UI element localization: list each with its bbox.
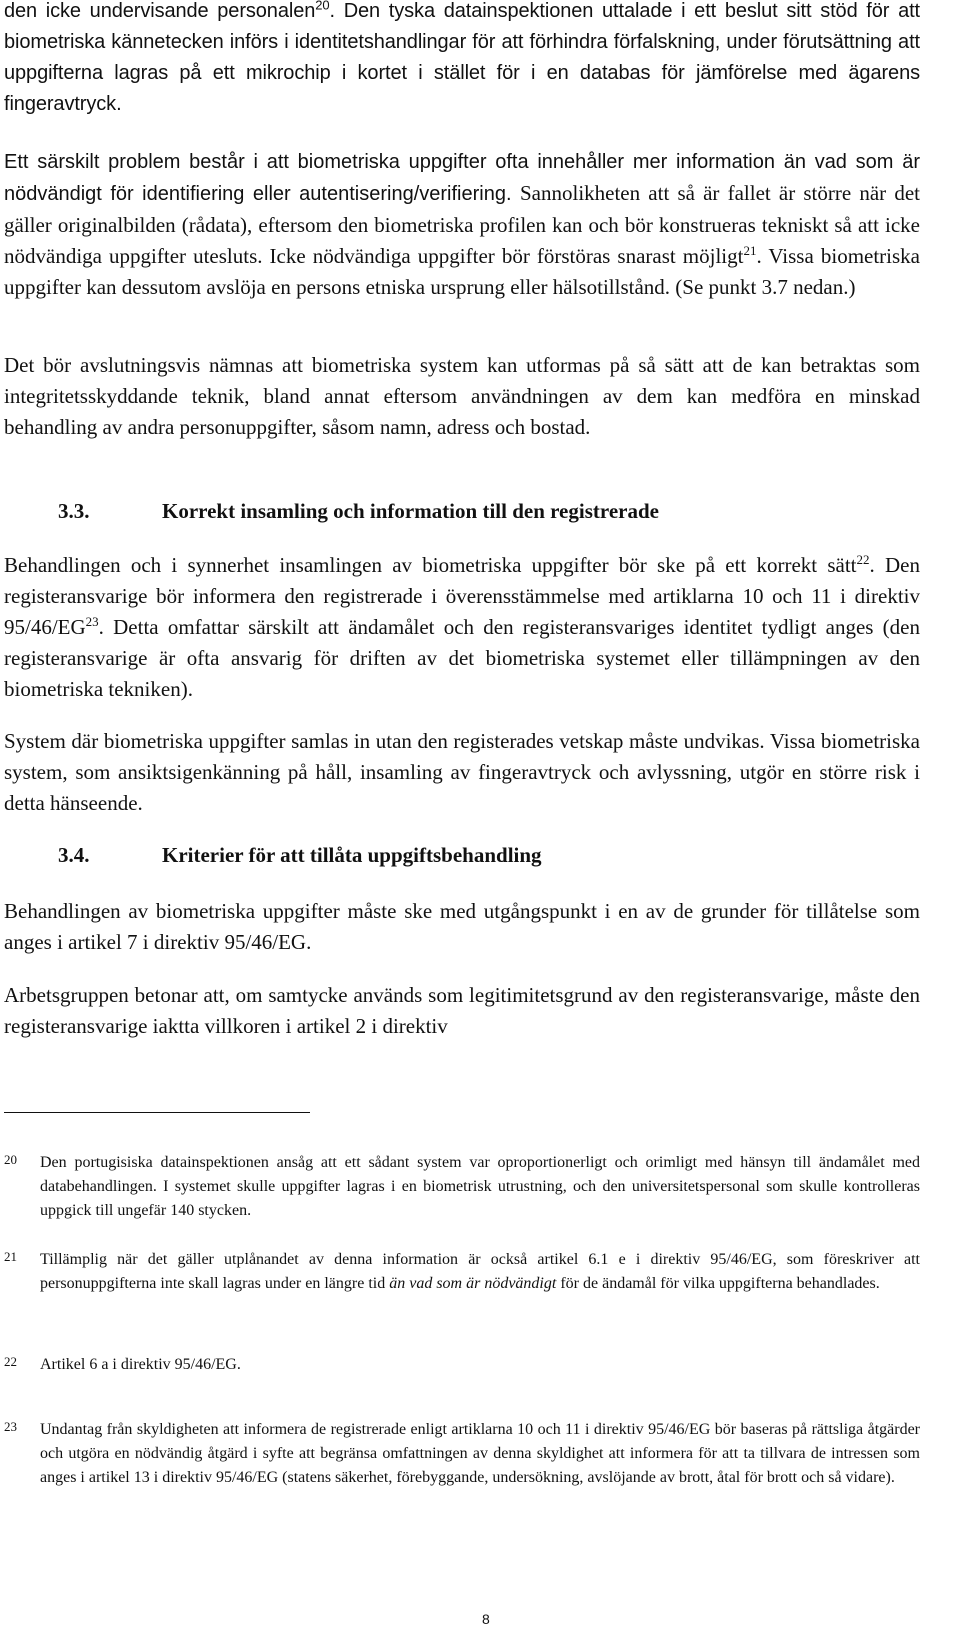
- footnote-20: [4, 1151, 920, 1223]
- footnote-22: [4, 1353, 920, 1377]
- footnote-text: [40, 1248, 920, 1296]
- footnote-text: Den portugisiska datainspektionen ansåg att ett sådant system var oproportionerligt och orimligt med hänsyn till ändamålet med databehandlingen. I systemet skulle uppgifter lagras i en biometrisk utrustning, och den universitetspersonal som skulle kontrolleras uppgick till ungefär 140 stycken.: [40, 1154, 920, 1219]
- footnote-separator: [4, 1112, 310, 1113]
- footnote-ref-20: 20: [315, 0, 330, 13]
- section-heading-3-3: [58, 496, 918, 527]
- footnote-text: Artikel 6 a i direktiv 95/46/EG.: [40, 1356, 241, 1373]
- footnote-number: 22: [4, 1354, 17, 1369]
- paragraph-legal-basis: Behandlingen av biometriska uppgifter måste ske med utgångspunkt i en av de grunder för tillåtelse som anges i artikel 7 i direktiv 95/46/EG.: [4, 899, 920, 954]
- page-number: 8: [482, 1611, 490, 1627]
- section-heading-3-4: [58, 840, 918, 871]
- paragraph-text: . Den tyska datainspektionen uttalade i ett beslut sitt stöd för att biometriska kännetecken införs i identitetshandlingar för att förhindra förfalskning, under förutsättning att uppgifterna lagras på ett mikrochip i kortet i stället för i en databas för jämförelse med ägarens fingeravtryck.: [4, 0, 920, 115]
- paragraph-covert-collection: System där biometriska uppgifter samlas in utan den registerades vetskap måste undvikas. Vissa biometriska system, som ansiktsigenkänning på håll, insamling av fingeravtryck och avlyssning, utgör en större risk i detta hänseende.: [4, 729, 920, 815]
- footnote-23: [4, 1418, 920, 1490]
- footnote-text: Undantag från skyldigheten att informera de registrerade enligt artiklarna 10 och 11 i direktiv 95/46/EG bör baseras på rättsliga åtgärder och utgöra en nödvändig åtgärd i syfte att begränsa omfattningen av denna skyldighet att informera för att ta tillvara de intressen som anges i artikel 13 i direktiv 95/46/EG (statens säkerhet, förebyggande, undersökning, avslöjande av brott, åtal för brott och så vidare).: [40, 1421, 920, 1486]
- paragraph-intro: [4, 0, 920, 120]
- paragraph-privacy-tech: Det bör avslutningsvis nämnas att biometriska system kan utformas på så sätt att de kan betraktas som integritetsskyddande teknik, bland annat eftersom användningen av dem kan medföra en minskad behandling av andra personuppgifter, såsom namn, adress och bostad.: [4, 353, 920, 439]
- paragraph-text: Behandlingen och i synnerhet insamlingen av biometriska uppgifter bör ske på ett korrekt sätt: [4, 553, 857, 577]
- paragraph-text: Sannolikheten att så är fallet är större när det gäller originalbilden (rådata), eftersom den biometriska profilen kan och bör konstrueras tekniskt så att icke nödvändiga uppgifter utesluts. Icke nödvändiga uppgifter bör förstöras snarast möjligt: [4, 181, 920, 268]
- section-title: Kriterier för att tillåta uppgiftsbehandling: [162, 843, 542, 867]
- footnote-ref-23: 23: [85, 614, 99, 629]
- footnote-ref-22: 22: [856, 552, 870, 567]
- paragraph-biometric-problem: [4, 146, 920, 303]
- footnote-text-part: för de ändamål för vilka uppgifterna behandlades.: [556, 1275, 880, 1292]
- footnote-number: 23: [4, 1419, 17, 1434]
- footnote-number: 20: [4, 1152, 17, 1167]
- paragraph-text: . Detta omfattar särskilt att ändamålet och den registeransvariges identitet tydligt anges (den registeransvarige är ofta ansvarig för driften av det biometriska systemet eller tillämpningen av den biometriska tekniken).: [4, 615, 920, 701]
- paragraph-text: den icke undervisande personalen: [4, 0, 316, 22]
- paragraph-correct-collection: [4, 550, 920, 705]
- paragraph-text: . Den registeransvarige bör informera den registrerade i överensstämmelse med artiklarna 10 och 11 i direktiv 95/46/EG: [4, 553, 920, 639]
- footnote-number: 21: [4, 1249, 17, 1264]
- paragraph-text: Ett särskilt problem består i att biometriska uppgifter ofta innehåller mer information än vad som är nödvändigt för identifiering eller autentisering/verifiering.: [4, 151, 920, 205]
- footnote-ref-21: 21: [743, 243, 757, 258]
- section-number: 3.3.: [58, 499, 90, 523]
- footnote-emphasis: än vad som är nödvändigt: [389, 1275, 557, 1292]
- footnote-text-part: Tillämplig när det gäller utplånandet av denna information är också artikel 6.1 e i direktiv 95/46/EG, som föreskriver att personuppgifterna inte skall lagras under en längre tid: [40, 1251, 920, 1292]
- section-title: Korrekt insamling och information till den registrerade: [162, 499, 659, 523]
- footnote-21: [4, 1248, 920, 1296]
- paragraph-text: . Vissa biometriska uppgifter kan dessutom avslöja en persons etniska ursprung eller hälsotillstånd. (Se punkt 3.7 nedan.): [4, 244, 921, 299]
- section-number: 3.4.: [58, 843, 90, 867]
- paragraph-consent: Arbetsgruppen betonar att, om samtycke används som legitimitetsgrund av den registeransvarige, måste den registeransvarige iaktta villkoren i artikel 2 i direktiv: [4, 983, 920, 1038]
